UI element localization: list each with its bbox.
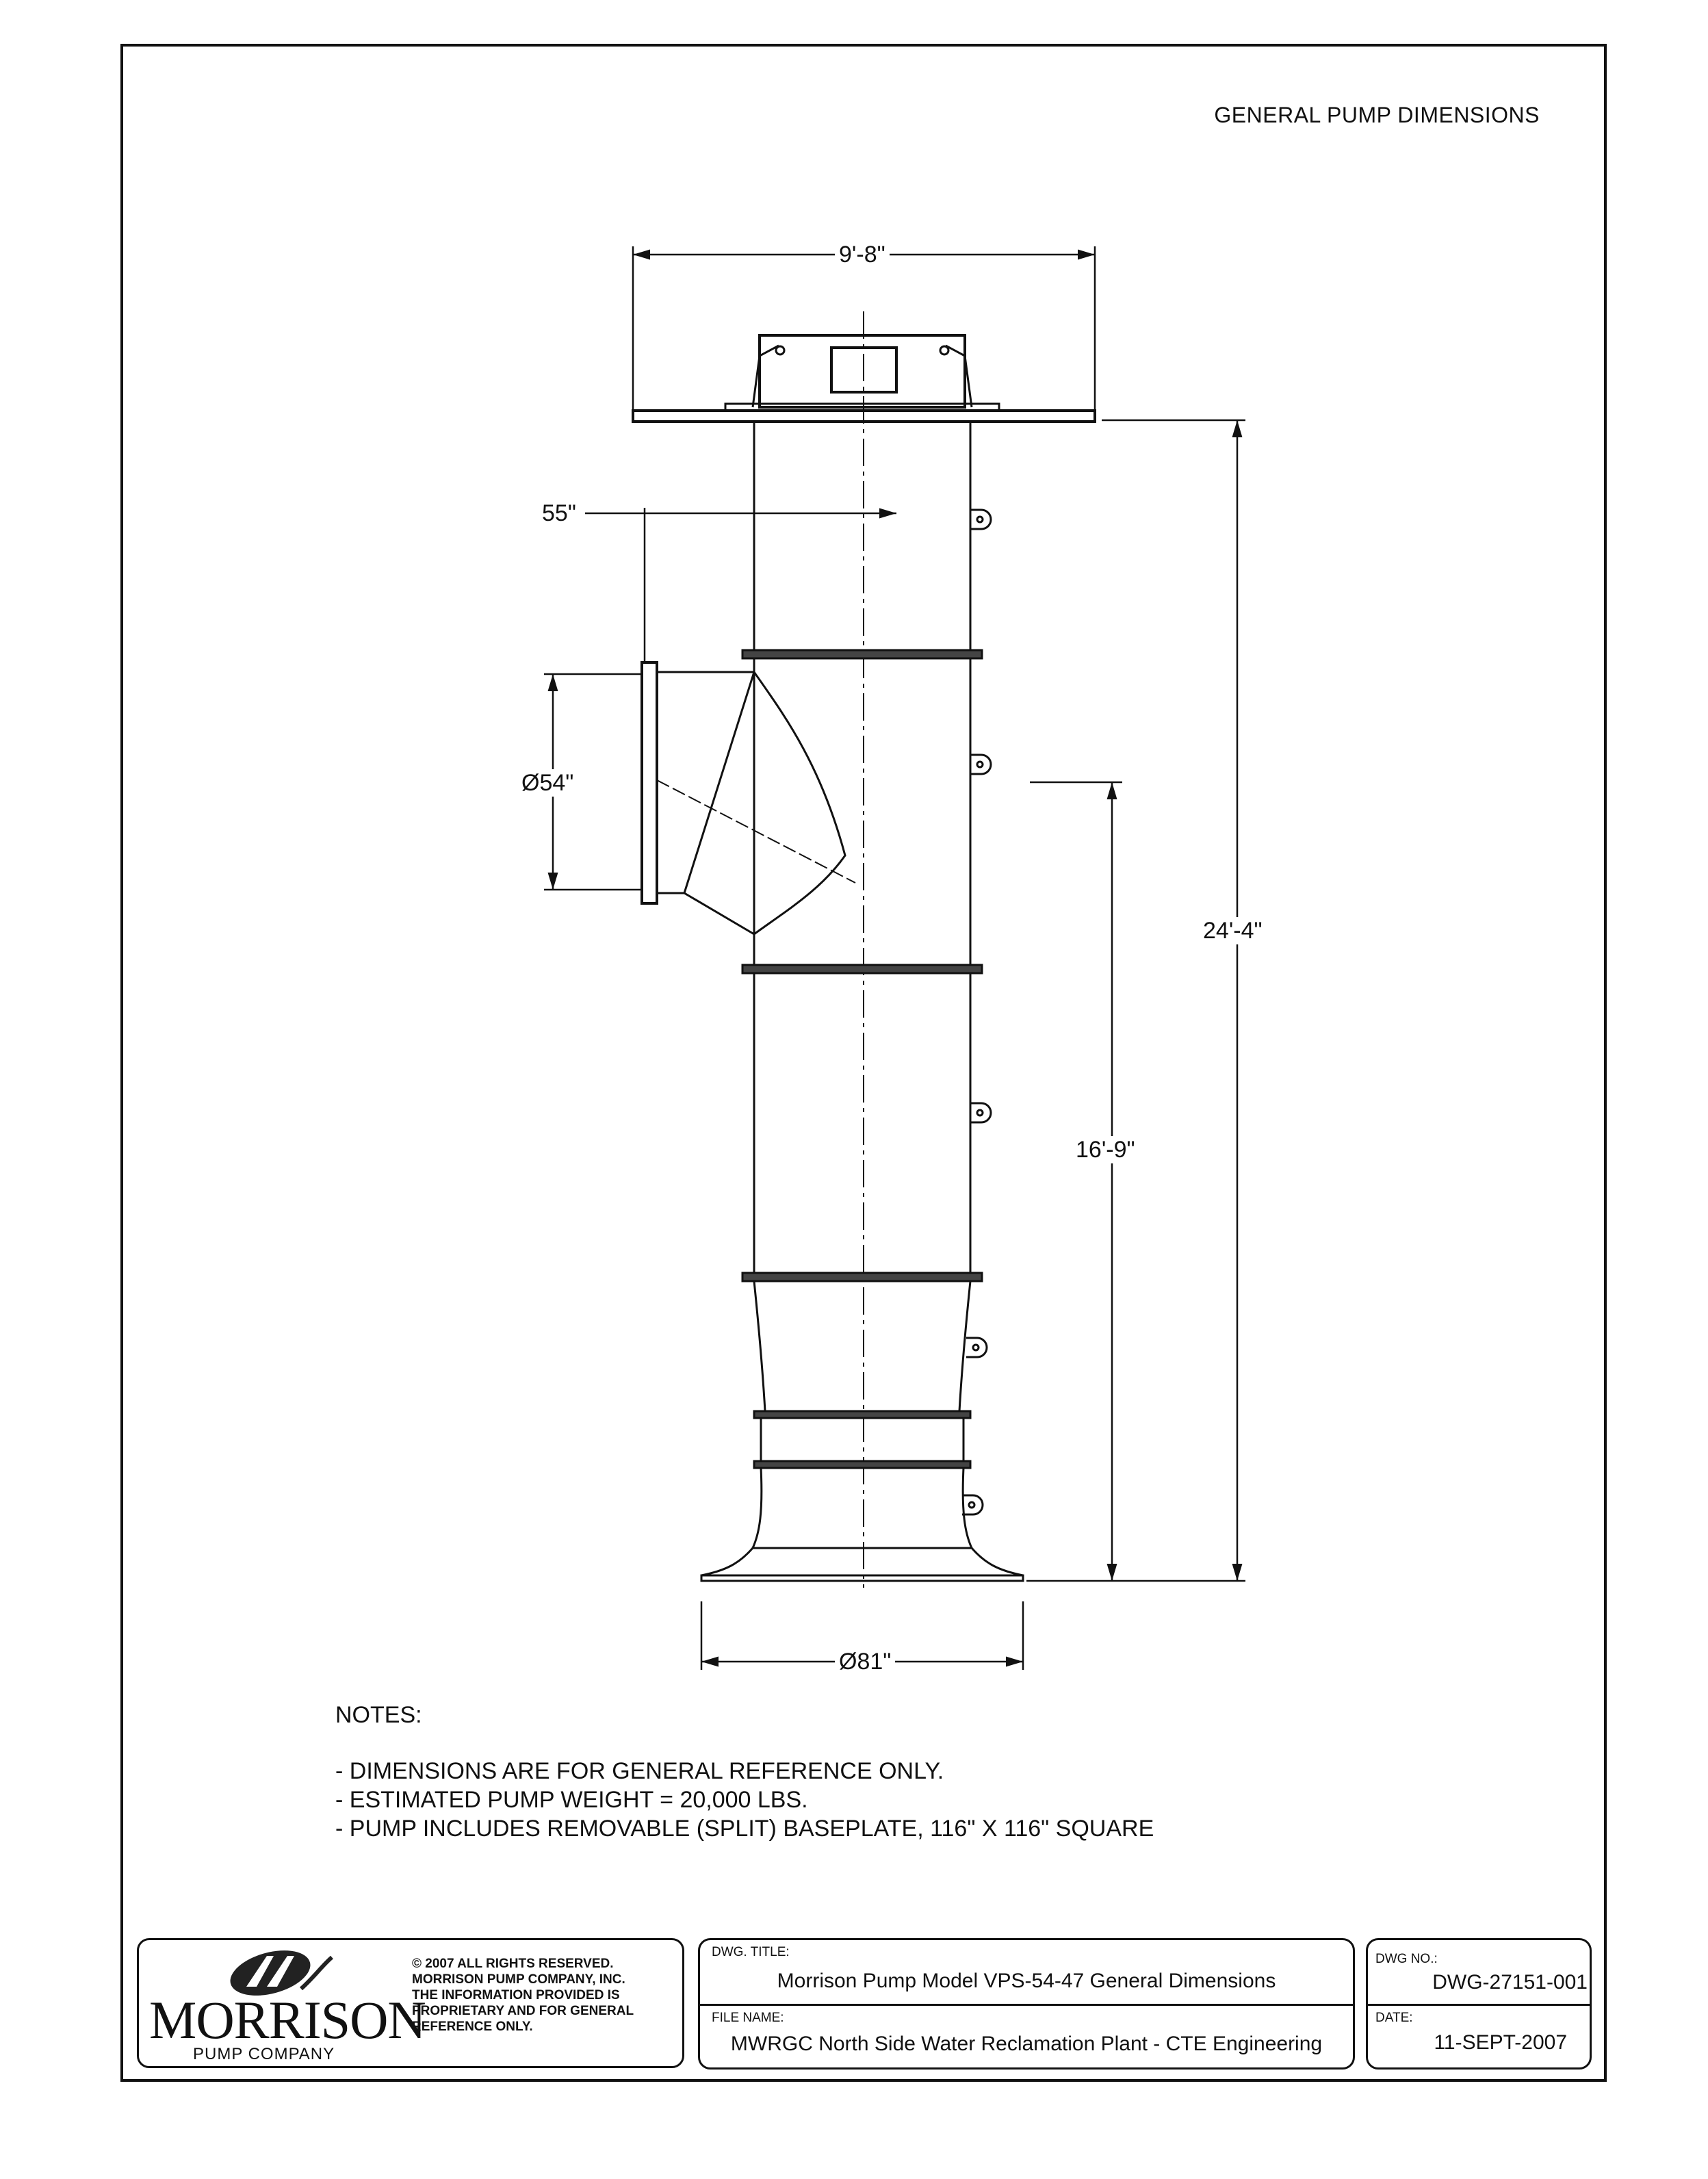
rights-line: REFERENCE ONLY. [412,2020,533,2034]
discharge-head [725,335,999,411]
dwg-no-caption: DWG NO.: [1375,1952,1438,1966]
dwg-no: DWG-27151-001 [1432,1971,1588,1994]
note-item: - PUMP INCLUDES REMOVABLE (SPLIT) BASEPLATE, 116" X 116" SQUARE [335,1816,1154,1842]
rights-line: PROPRIETARY AND FOR GENERAL [412,2004,634,2018]
dwg-title: Morrison Pump Model VPS-54-47 General Dimensions [777,1970,1276,1992]
rights-notice [412,1956,672,2035]
dwgno-date-divider [1367,2004,1590,2006]
notes-block [335,1701,1154,1843]
file-name: MWRGC North Side Water Reclamation Plant - CTE Engineering [730,2033,1323,2055]
rights-line: MORRISON PUMP COMPANY, INC. [412,1972,625,1987]
dim-discharge-height: 16'-9" [1072,1136,1139,1163]
title-file-divider [699,2004,1354,2006]
dim-overall-width: 9'-8" [835,241,890,268]
company-subname: PUMP COMPANY [193,2045,335,2063]
rights-line: © 2007 ALL RIGHTS RESERVED. [412,1957,614,1971]
company-name: MORRISON [149,1990,426,2050]
discharge-elbow [642,662,855,934]
note-item: - ESTIMATED PUMP WEIGHT = 20,000 LBS. [335,1787,808,1813]
rights-line: THE INFORMATION PROVIDED IS [412,1988,620,2002]
bowl-assembly [701,1281,1023,1581]
date-caption: DATE: [1375,2011,1413,2025]
dim-discharge-diameter: Ø54" [517,769,578,797]
sheet-title: GENERAL PUMP DIMENSIONS [1214,103,1540,127]
dimension-lines [544,246,1245,1670]
notes-heading: NOTES: [335,1702,422,1728]
note-item: - DIMENSIONS ARE FOR GENERAL REFERENCE ONLY. [335,1758,944,1784]
dim-discharge-offset: 55" [538,500,580,527]
dim-bell-diameter: Ø81" [835,1648,895,1675]
dim-overall-height: 24'-4" [1199,917,1267,944]
dwg-title-caption: DWG. TITLE: [712,1945,790,1959]
lifting-lugs [962,510,991,1514]
date: 11-SEPT-2007 [1434,2031,1567,2054]
pump-column [742,422,982,1281]
file-name-caption: FILE NAME: [712,2011,784,2025]
